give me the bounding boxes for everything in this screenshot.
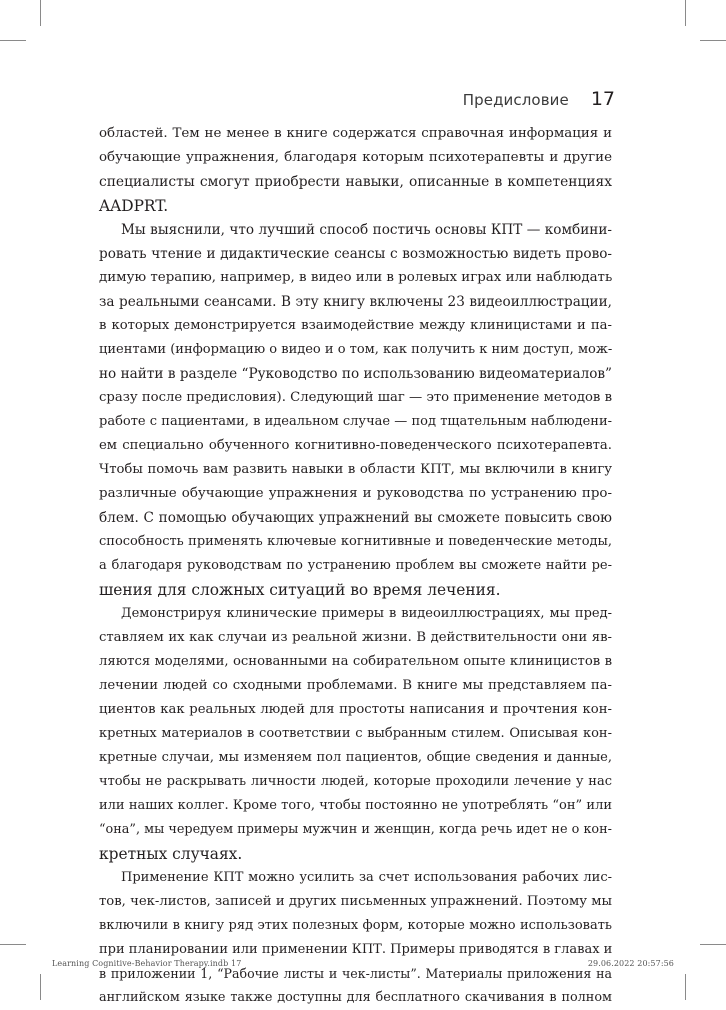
text-line: английском языке также доступны для бесплатного скачивания в полном <box>99 990 612 1005</box>
text-line: включили в книгу ряд этих полезных форм, которые можно использовать <box>99 918 612 933</box>
text-line: лечении людей со сходными проблемами. В книге мы представляем па- <box>99 678 612 693</box>
crop-mark-bottom-left-v <box>40 974 41 1000</box>
text-line: Мы выяснили, что лучший способ постичь основы КПТ — комбини- <box>121 222 612 238</box>
text-line: Чтобы помочь вам развить навыки в области КПТ, мы включили в книгу <box>99 462 612 477</box>
text-line: циентами (информацию о видео и о том, как получить к ним доступ, мож- <box>99 342 613 357</box>
paragraph <box>99 866 612 1010</box>
text-line: чтобы не раскрывать личности людей, которые проходили лечение у нас <box>99 774 612 789</box>
text-line: способность применять ключевые когнитивные и поведенческие методы, <box>99 534 612 549</box>
page-number: 17 <box>590 88 615 110</box>
text-line: при планировании или применении КПТ. Примеры приводятся в главах и <box>99 942 613 957</box>
text-line: ровать чтение и дидактические сеансы с возможностью видеть прово- <box>99 246 612 262</box>
text-line: Демонстрируя клинические примеры в видеоиллюстрациях, мы пред- <box>121 606 612 621</box>
text-line: блем. С помощью обучающих упражнений вы сможете повысить свою <box>99 510 612 526</box>
text-line: тов, чек-листов, записей и других письменных упражнений. Поэтому мы <box>99 894 612 909</box>
text-line: димую терапию, например, в видео или в ролевых играх или наблюдать <box>99 270 613 285</box>
crop-mark-bottom-left-h <box>0 944 26 945</box>
text-line: шения для сложных ситуаций во время лечения. <box>99 581 501 599</box>
paragraph <box>99 122 612 218</box>
text-line: но найти в разделе “Руководство по использованию видеоматериалов” <box>99 366 612 382</box>
text-line: в приложении 1, “Рабочие листы и чек-листы”. Материалы приложения на <box>99 966 612 981</box>
text-line: а благодаря руководствам по устранению проблем вы сможете найти ре- <box>99 558 612 573</box>
running-head-title: Предисловие <box>462 91 569 109</box>
slug-file-name: Learning Cognitive-Behavior Therapy.indb 17 <box>52 959 242 968</box>
text-line: Применение КПТ можно усилить за счет использования рабочих лис- <box>121 870 612 885</box>
body-text <box>99 122 612 1010</box>
text-line: ем специально обученного когнитивно-поведенческого психотерапевта. <box>99 438 612 453</box>
text-line: сразу после предисловия). Следующий шаг — это применение методов в <box>99 390 612 405</box>
text-line: различные обучающие упражнения и руководства по устранению про- <box>99 486 612 501</box>
text-line: специалисты смогут приобрести навыки, описанные в компетенциях <box>99 174 612 190</box>
crop-mark-top-right-h <box>700 40 726 41</box>
crop-mark-bottom-right-v <box>685 974 686 1000</box>
text-line: в которых демонстрируется взаимодействие между клиницистами и па- <box>99 318 612 333</box>
paragraph <box>99 218 612 602</box>
crop-mark-top-left-v <box>40 0 41 26</box>
slug-timestamp: 29.06.2022 20:57:56 <box>587 959 674 968</box>
text-line: кретные случаи, мы изменяем пол пациентов, общие сведения и данные, <box>99 750 612 765</box>
running-head <box>463 88 615 110</box>
text-line: областей. Тем не менее в книге содержатся справочная информация и <box>99 126 612 141</box>
text-line: кретных материалов в соответствии с выбранным стилем. Описывая кон- <box>99 726 612 741</box>
crop-mark-top-left-h <box>0 40 26 41</box>
text-line: кретных случаях. <box>99 845 243 863</box>
text-line: обучающие упражнения, благодаря которым психотерапевты и другие <box>99 150 612 165</box>
paragraph <box>99 602 612 866</box>
crop-mark-bottom-right-h <box>700 944 726 945</box>
text-line: или наших коллег. Кроме того, чтобы постоянно не употреблять “он” или <box>99 798 612 813</box>
text-line: “она”, мы чередуем примеры мужчин и женщин, когда речь идет не о кон- <box>99 822 612 837</box>
text-line: циентов как реальных людей для простоты написания и прочтения кон- <box>99 702 612 717</box>
crop-mark-top-right-v <box>685 0 686 26</box>
text-line: AADPRT. <box>99 197 169 215</box>
text-line: за реальными сеансами. В эту книгу включены 23 видеоиллюстрации, <box>99 294 612 310</box>
text-line: ляются моделями, основанными на собирательном опыте клиницистов в <box>99 654 612 669</box>
text-line: ставляем их как случаи из реальной жизни. В действительности они яв- <box>99 630 612 645</box>
text-line: работе с пациентами, в идеальном случае — под тщательным наблюдени- <box>99 414 612 429</box>
